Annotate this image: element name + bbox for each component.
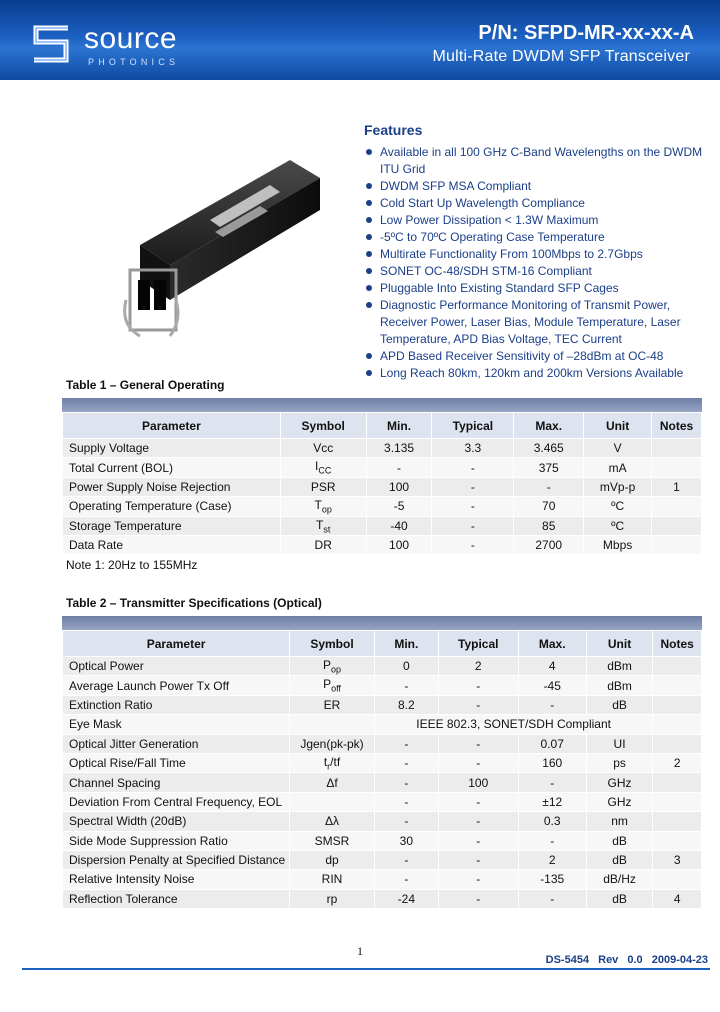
symbol-text: DR — [314, 538, 332, 553]
table-row — [63, 734, 702, 753]
symbol-cell — [280, 458, 366, 477]
min-cell: 100 — [366, 477, 432, 496]
feature-item — [364, 297, 704, 348]
bullet-icon — [366, 217, 372, 223]
parameter-cell: Side Mode Suppression Ratio — [63, 831, 290, 850]
feature-text: -5ºC to 70ºC Operating Case Temperature — [380, 230, 605, 244]
bullet-icon — [366, 200, 372, 206]
notes-cell — [653, 676, 702, 695]
symbol-cell — [290, 715, 375, 734]
feature-item — [364, 280, 704, 297]
symbol-suffix: /tf — [330, 754, 341, 769]
table2-caption: Table 2 – Transmitter Specifications (Optical) — [66, 596, 322, 610]
column-header: Typical — [438, 631, 518, 657]
unit-cell: nm — [586, 812, 653, 831]
min-cell: - — [374, 773, 438, 792]
table-row — [63, 535, 702, 554]
column-header: Symbol — [290, 631, 375, 657]
symbol-text: Vcc — [313, 441, 334, 456]
min-cell: - — [366, 458, 432, 477]
symbol-subscript: op — [331, 664, 342, 675]
notes-cell — [653, 695, 702, 714]
page-number: 1 — [357, 944, 363, 958]
typical-cell: - — [438, 792, 518, 811]
symbol-text: Δf — [326, 775, 338, 790]
symbol-text: Jgen(pk-pk) — [300, 736, 364, 751]
parameter-cell: Relative Intensity Noise — [63, 870, 290, 889]
parameter-cell: Optical Jitter Generation — [63, 734, 290, 753]
bullet-icon — [366, 285, 372, 291]
table-row — [63, 715, 702, 734]
feature-item — [364, 348, 704, 365]
symbol-text: dp — [325, 853, 339, 868]
min-cell: - — [374, 870, 438, 889]
unit-cell: dB/Hz — [586, 870, 653, 889]
feature-text: Pluggable Into Existing Standard SFP Cages — [380, 281, 619, 295]
feature-item — [364, 144, 704, 178]
symbol-subscript: r — [327, 761, 331, 772]
header-band — [0, 0, 720, 80]
notes-cell — [652, 497, 702, 516]
symbol-text: T — [314, 498, 322, 513]
unit-cell: ºC — [584, 497, 652, 516]
unit-cell: ºC — [584, 516, 652, 535]
unit-cell: ps — [586, 753, 653, 772]
notes-cell — [652, 516, 702, 535]
parameter-cell: Deviation From Central Frequency, EOL — [63, 792, 290, 811]
typical-cell: - — [432, 477, 514, 496]
feature-text: Cold Start Up Wavelength Compliance — [380, 196, 585, 210]
symbol-text: ER — [323, 697, 341, 712]
typical-cell: - — [438, 676, 518, 695]
bullet-icon — [366, 234, 372, 240]
notes-cell — [653, 792, 702, 811]
feature-text: SONET OC-48/SDH STM-16 Compliant — [380, 264, 592, 278]
unit-cell: UI — [586, 734, 653, 753]
column-header: Max. — [514, 413, 584, 439]
parameter-cell: Data Rate — [63, 535, 281, 554]
unit-cell: dB — [586, 831, 653, 850]
sfp-transceiver-image — [120, 150, 350, 340]
unit-cell: dB — [586, 695, 653, 714]
symbol-subscript: op — [321, 504, 332, 515]
symbol-cell — [290, 831, 375, 850]
min-cell: 100 — [366, 535, 432, 554]
bullet-icon — [366, 370, 372, 376]
typical-cell: - — [438, 889, 518, 908]
table1-caption: Table 1 – General Operating — [66, 378, 225, 392]
column-header: Symbol — [280, 413, 366, 439]
column-header: Min. — [374, 631, 438, 657]
symbol-cell — [290, 753, 375, 772]
feature-item — [364, 212, 704, 229]
symbol-text: T — [316, 517, 324, 532]
max-cell: -135 — [518, 870, 586, 889]
unit-cell: dB — [586, 889, 653, 908]
min-cell: - — [374, 812, 438, 831]
table-row — [63, 831, 702, 850]
symbol-subscript: st — [323, 523, 331, 534]
symbol-cell — [290, 812, 375, 831]
min-cell: 0 — [374, 657, 438, 676]
doc-number: DS-5454 — [545, 954, 590, 966]
column-header: Unit — [584, 413, 652, 439]
min-cell: 3.135 — [366, 439, 432, 458]
column-header: Typical — [432, 413, 514, 439]
table-row — [63, 870, 702, 889]
parameter-cell: Average Launch Power Tx Off — [63, 676, 290, 695]
min-cell: -40 — [366, 516, 432, 535]
transmitter-specs-table — [62, 630, 702, 909]
symbol-cell — [290, 850, 375, 869]
logo-subtext: PHOTONICS — [88, 57, 180, 67]
max-cell: ±12 — [518, 792, 586, 811]
footer-doc-info — [546, 954, 708, 966]
notes-cell — [652, 439, 702, 458]
symbol-cell — [290, 734, 375, 753]
parameter-cell: Optical Power — [63, 657, 290, 676]
symbol-text: RIN — [321, 872, 343, 887]
symbol-cell — [290, 870, 375, 889]
max-cell: 0.3 — [518, 812, 586, 831]
feature-text: Low Power Dissipation < 1.3W Maximum — [380, 213, 599, 227]
symbol-cell — [290, 889, 375, 908]
table-row — [63, 889, 702, 908]
min-cell: 30 — [374, 831, 438, 850]
feature-text: Multirate Functionality From 100Mbps to 2.7Gbps — [380, 247, 643, 261]
symbol-subscript: off — [331, 683, 341, 694]
notes-cell: 3 — [653, 850, 702, 869]
typical-cell: - — [438, 812, 518, 831]
parameter-cell: Supply Voltage — [63, 439, 281, 458]
feature-item — [364, 229, 704, 246]
feature-text: Diagnostic Performance Monitoring of Transmit Power, Receiver Power, Laser Bias, Module Temperature, Laser Temperature, APD Bias Voltage, TEC Current — [380, 298, 681, 346]
features-list — [364, 144, 704, 382]
max-cell: 2700 — [514, 535, 584, 554]
max-cell: 0.07 — [518, 734, 586, 753]
typical-cell: - — [438, 831, 518, 850]
min-cell: - — [374, 753, 438, 772]
bullet-icon — [366, 251, 372, 257]
typical-cell: 3.3 — [432, 439, 514, 458]
typical-cell: 100 — [438, 773, 518, 792]
symbol-text: I — [315, 459, 319, 474]
table-row — [63, 657, 702, 676]
feature-item — [364, 365, 704, 382]
features-title: Features — [364, 122, 423, 138]
column-header: Unit — [586, 631, 653, 657]
column-header: Notes — [652, 413, 702, 439]
notes-cell — [653, 657, 702, 676]
table1-header-bar — [62, 398, 702, 412]
max-cell: - — [514, 477, 584, 496]
unit-cell: Mbps — [584, 535, 652, 554]
unit-cell: mVp-p — [584, 477, 652, 496]
notes-cell — [652, 535, 702, 554]
table1-note: Note 1: 20Hz to 155MHz — [66, 558, 198, 572]
symbol-text: t — [323, 754, 328, 769]
table-row — [63, 850, 702, 869]
column-header: Notes — [653, 631, 702, 657]
symbol-cell — [280, 535, 366, 554]
max-cell: - — [518, 889, 586, 908]
symbol-cell — [280, 497, 366, 516]
table-row — [63, 773, 702, 792]
footer-rule — [22, 968, 710, 970]
symbol-cell — [280, 439, 366, 458]
parameter-cell: Total Current (BOL) — [63, 458, 281, 477]
parameter-cell: Dispersion Penalty at Specified Distance — [63, 850, 290, 869]
typical-cell: 2 — [438, 657, 518, 676]
parameter-cell: Eye Mask — [63, 715, 290, 734]
min-cell: 8.2 — [374, 695, 438, 714]
max-cell: 3.465 — [514, 439, 584, 458]
symbol-text: PSR — [310, 479, 336, 494]
doc-date: 2009-04-23 — [651, 954, 708, 966]
max-cell: 85 — [514, 516, 584, 535]
feature-item — [364, 178, 704, 195]
notes-cell — [653, 715, 702, 734]
unit-cell: mA — [584, 458, 652, 477]
column-header: Parameter — [63, 631, 290, 657]
table-row — [63, 695, 702, 714]
typical-cell: - — [432, 458, 514, 477]
symbol-cell — [290, 773, 375, 792]
table-row — [63, 676, 702, 695]
bullet-icon — [366, 302, 372, 308]
min-cell: - — [374, 792, 438, 811]
max-cell: 375 — [514, 458, 584, 477]
symbol-text: P — [322, 658, 331, 672]
column-header: Max. — [518, 631, 586, 657]
bullet-icon — [366, 353, 372, 359]
notes-cell — [653, 773, 702, 792]
typical-cell: - — [438, 753, 518, 772]
part-number: P/N: SFPD-MR-xx-xx-A — [478, 22, 694, 44]
notes-cell: 4 — [653, 889, 702, 908]
max-cell: - — [518, 831, 586, 850]
max-cell: 70 — [514, 497, 584, 516]
spanned-value-cell: IEEE 802.3, SONET/SDH Compliant — [374, 715, 652, 734]
feature-item — [364, 195, 704, 212]
max-cell: 2 — [518, 850, 586, 869]
min-cell: - — [374, 850, 438, 869]
unit-cell: V — [584, 439, 652, 458]
bullet-icon — [366, 268, 372, 274]
max-cell: -45 — [518, 676, 586, 695]
table2-header-bar — [62, 616, 702, 630]
min-cell: - — [374, 676, 438, 695]
unit-cell: GHz — [586, 773, 653, 792]
max-cell: - — [518, 695, 586, 714]
symbol-cell — [290, 695, 375, 714]
table-row — [63, 516, 702, 535]
min-cell: -5 — [366, 497, 432, 516]
column-header: Min. — [366, 413, 432, 439]
typical-cell: - — [432, 497, 514, 516]
company-logo — [28, 20, 218, 70]
symbol-cell — [290, 676, 375, 695]
parameter-cell: Power Supply Noise Rejection — [63, 477, 281, 496]
symbol-text: P — [323, 677, 332, 692]
notes-cell — [653, 831, 702, 850]
typical-cell: - — [432, 516, 514, 535]
table-row — [63, 458, 702, 477]
unit-cell: dBm — [586, 657, 653, 676]
table-row — [63, 477, 702, 496]
parameter-cell: Extinction Ratio — [63, 695, 290, 714]
symbol-text: rp — [326, 891, 338, 906]
notes-cell — [652, 458, 702, 477]
bullet-icon — [366, 183, 372, 189]
unit-cell: dB — [586, 850, 653, 869]
bullet-icon — [366, 149, 372, 155]
features-section — [364, 122, 704, 382]
typical-cell: - — [438, 870, 518, 889]
notes-cell — [653, 812, 702, 831]
symbol-text: SMSR — [314, 833, 350, 848]
max-cell: 160 — [518, 753, 586, 772]
parameter-cell: Channel Spacing — [63, 773, 290, 792]
typical-cell: - — [438, 850, 518, 869]
typical-cell: - — [432, 535, 514, 554]
product-subtitle: Multi-Rate DWDM SFP Transceiver — [432, 48, 690, 65]
feature-item — [364, 263, 704, 280]
symbol-cell — [290, 792, 375, 811]
table-row — [63, 439, 702, 458]
table-row — [63, 497, 702, 516]
max-cell: 4 — [518, 657, 586, 676]
notes-cell: 2 — [653, 753, 702, 772]
min-cell: -24 — [374, 889, 438, 908]
table-row — [63, 753, 702, 772]
symbol-cell — [280, 516, 366, 535]
min-cell: - — [374, 734, 438, 753]
feature-text: DWDM SFP MSA Compliant — [380, 179, 532, 193]
general-operating-table — [62, 412, 702, 555]
notes-cell — [653, 870, 702, 889]
logo-word: source — [84, 22, 178, 55]
source-logo-icon — [28, 20, 74, 68]
table-row — [63, 792, 702, 811]
unit-cell: dBm — [586, 676, 653, 695]
typical-cell: - — [438, 695, 518, 714]
max-cell: - — [518, 773, 586, 792]
notes-cell: 1 — [652, 477, 702, 496]
symbol-cell — [290, 657, 375, 676]
parameter-cell: Reflection Tolerance — [63, 889, 290, 908]
notes-cell — [653, 734, 702, 753]
symbol-text: Δλ — [324, 814, 339, 829]
typical-cell: - — [438, 734, 518, 753]
symbol-subscript: CC — [318, 465, 332, 476]
parameter-cell: Optical Rise/Fall Time — [63, 753, 290, 772]
parameter-cell: Storage Temperature — [63, 516, 281, 535]
column-header: Parameter — [63, 413, 281, 439]
parameter-cell: Spectral Width (20dB) — [63, 812, 290, 831]
feature-item — [364, 246, 704, 263]
unit-cell: GHz — [586, 792, 653, 811]
doc-revision: Rev 0.0 — [598, 954, 643, 966]
symbol-cell — [280, 477, 366, 496]
parameter-cell: Operating Temperature (Case) — [63, 497, 281, 516]
feature-text: APD Based Receiver Sensitivity of –28dBm at OC-48 — [380, 349, 664, 363]
feature-text: Long Reach 80km, 120km and 200km Versions Available — [380, 366, 684, 380]
feature-text: Available in all 100 GHz C-Band Wavelengths on the DWDM ITU Grid — [380, 145, 703, 176]
table-row — [63, 812, 702, 831]
